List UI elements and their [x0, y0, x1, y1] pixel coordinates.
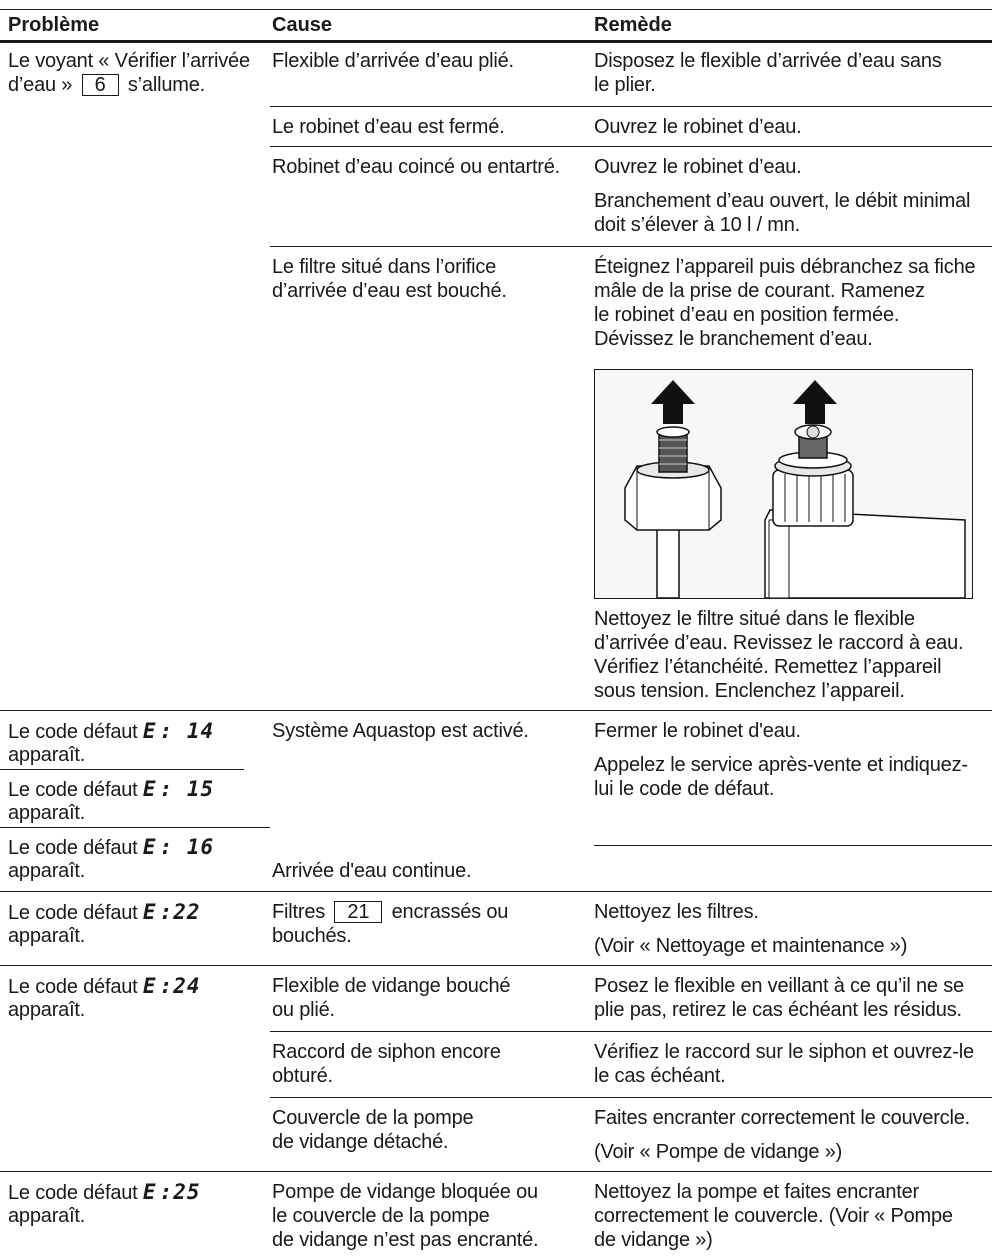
e15-problem-line2: apparaît. [8, 802, 86, 824]
row1-remedy-4b-line4: sous tension. Enclenchez l’appareil. [594, 680, 905, 702]
e22-cause-line2: bouchés. [272, 925, 352, 947]
e16-bottom-rule [0, 891, 992, 892]
row1-sub-rule-1 [270, 106, 992, 107]
row1-cause-3: Robinet d’eau coincé ou entartré. [272, 156, 561, 178]
header-rule [0, 40, 992, 43]
e24-cause-1-line2: ou plié. [272, 999, 335, 1021]
indicator-number-box: 6 [82, 74, 119, 96]
row1-sub-rule-2 [270, 146, 992, 147]
e15-problem-line1 [8, 777, 214, 802]
e14-remedy-2-line1: Appelez le service après-vente et indiquez- [594, 754, 968, 776]
header-cause: Cause [272, 14, 333, 36]
e14-problem-line1 [8, 719, 214, 744]
row1-problem-line1: Le voyant « Vérifier l’arrivée [8, 50, 250, 72]
e24-problem-pre: Le code défaut [8, 976, 138, 998]
error-code-e24 [143, 974, 201, 998]
e25-cause-line3: de vidange n’est pas encranté. [272, 1229, 539, 1251]
error-code-e14 [143, 719, 214, 743]
error-code-e16 [143, 835, 214, 859]
e24-remedy-3b: (Voir « Pompe de vidange ») [594, 1141, 843, 1163]
e24-cause-3-line2: de vidange détaché. [272, 1131, 449, 1153]
e25-code-number: :25 [159, 1180, 201, 1204]
e24-remedy-2-line1: Vérifiez le raccord sur le siphon et ouvrez-le [594, 1041, 974, 1063]
e24-sub-rule-1 [270, 1031, 992, 1032]
error-code-e22 [143, 900, 201, 924]
e22-problem-pre: Le code défaut [8, 902, 138, 924]
row1-remedy-4b-line1: Nettoyez le filtre situé dans le flexible [594, 608, 915, 630]
row1-remedy-4-line2: mâle de la prise de courant. Ramenez [594, 280, 925, 302]
e24-bottom-rule [0, 1171, 992, 1172]
e24-cause-2-line1: Raccord de siphon encore [272, 1041, 501, 1063]
e14-bottom-rule [0, 769, 244, 770]
e16-problem-line2: apparaît. [8, 860, 86, 882]
e24-remedy-2-line2: le cas échéant. [594, 1065, 726, 1087]
e24-cause-3-line1: Couvercle de la pompe [272, 1107, 474, 1129]
filter-illustration-svg [595, 370, 972, 598]
table-top-rule [0, 9, 992, 10]
row1-cause-1: Flexible d’arrivée d’eau plié. [272, 50, 514, 72]
e14-problem-pre: Le code défaut [8, 721, 138, 743]
e14-code-number: : 14 [159, 719, 215, 743]
row1-remedy-4-line3: le robinet d’eau en position fermée. [594, 304, 900, 326]
e14-code-letter: E [142, 719, 157, 743]
row1-remedy-4b-line3: Vérifiez l’étanchéité. Remettez l’appareil [594, 656, 942, 678]
row1-remedy-1-line1: Disposez le flexible d’arrivée d’eau sans [594, 50, 942, 72]
row1-bottom-rule [0, 710, 992, 711]
e16-problem-line1 [8, 835, 214, 860]
e25-cause-line2: le couvercle de la pompe [272, 1205, 490, 1227]
e25-problem-line2: apparaît. [8, 1205, 86, 1227]
row1-remedy-1-line2: le plier. [594, 74, 656, 96]
row1-remedy-3a: Ouvrez le robinet d’eau. [594, 156, 802, 178]
filter-removal-illustration [594, 369, 973, 599]
e15-bottom-rule [0, 827, 270, 828]
e25-remedy-line1: Nettoyez la pompe et faites encranter [594, 1181, 920, 1203]
e24-cause-2-line2: obturé. [272, 1065, 333, 1087]
e16-problem-pre: Le code défaut [8, 837, 138, 859]
e15-code-letter: E [142, 777, 157, 801]
e16-code-number: : 16 [159, 835, 215, 859]
e14-remedy-2-line2: lui le code de défaut. [594, 778, 775, 800]
e25-remedy-line2: correctement le couvercle. (Voir « Pompe [594, 1205, 953, 1227]
e25-remedy-line3: de vidange ») [594, 1229, 713, 1251]
header-remedy: Remède [594, 14, 672, 36]
e15-remedy-bottom-rule [594, 845, 992, 846]
row1-remedy-3b-line2: doit s’élever à 10 l / mn. [594, 214, 801, 236]
e24-problem-line2: apparaît. [8, 999, 86, 1021]
e15-problem-pre: Le code défaut [8, 779, 138, 801]
e15-code-number: : 15 [159, 777, 215, 801]
e14-problem-line2: apparaît. [8, 744, 86, 766]
row1-problem-pre: d’eau » [8, 74, 73, 96]
row1-cause-4-line1: Le filtre situé dans l’orifice [272, 256, 497, 278]
e24-remedy-1-line2: plie pas, retirez le cas échéant les résidus. [594, 999, 962, 1021]
e22-bottom-rule [0, 965, 992, 966]
up-arrow-right-icon [793, 380, 837, 424]
e22-remedy-2: (Voir « Nettoyage et maintenance ») [594, 935, 908, 957]
e22-remedy-1: Nettoyez les filtres. [594, 901, 759, 923]
e22-code-letter: E [142, 900, 157, 924]
e22-code-number: :22 [159, 900, 201, 924]
e24-code-letter: E [142, 974, 157, 998]
e25-problem-pre: Le code défaut [8, 1182, 138, 1204]
e16-cause: Arrivée d'eau continue. [272, 860, 472, 882]
e14-remedy-1: Fermer le robinet d'eau. [594, 720, 801, 742]
e22-cause-post: encrassés ou [391, 901, 509, 923]
e24-remedy-1-line1: Posez le flexible en veillant à ce qu’il ne se [594, 975, 964, 997]
up-arrow-left-icon [651, 380, 695, 424]
e25-problem-line1 [8, 1180, 201, 1205]
e25-cause-line1: Pompe de vidange bloquée ou [272, 1181, 538, 1203]
row1-cause-2: Le robinet d’eau est fermé. [272, 116, 505, 138]
row1-remedy-4-line1: Éteignez l’appareil puis débranchez sa fiche [594, 256, 976, 278]
e22-problem-line2: apparaît. [8, 925, 86, 947]
row1-sub-rule-3 [270, 246, 992, 247]
e25-code-letter: E [142, 1180, 157, 1204]
row1-remedy-3b-line1: Branchement d’eau ouvert, le débit minimal [594, 190, 971, 212]
row1-remedy-4b-line2: d’arrivée d’eau. Revissez le raccord à eau. [594, 632, 964, 654]
e24-cause-1-line1: Flexible de vidange bouché [272, 975, 511, 997]
row1-problem-post: s’allume. [127, 74, 205, 96]
e22-cause-pre: Filtres [272, 901, 326, 923]
e24-sub-rule-2 [270, 1097, 992, 1098]
header-problem: Problème [8, 14, 100, 36]
row1-remedy-4-line4: Dévissez le branchement d’eau. [594, 328, 873, 350]
row1-remedy-2: Ouvrez le robinet d’eau. [594, 116, 802, 138]
e24-remedy-3a: Faites encranter correctement le couvercle. [594, 1107, 971, 1129]
e14-cause: Système Aquastop est activé. [272, 720, 529, 742]
e24-problem-line1 [8, 974, 201, 999]
e22-cause-line1 [272, 900, 508, 924]
row1-problem-line2 [8, 73, 205, 97]
e24-code-number: :24 [159, 974, 201, 998]
filter-number-box: 21 [334, 901, 382, 923]
e22-problem-line1 [8, 900, 201, 925]
error-code-e25 [143, 1180, 201, 1204]
e16-code-letter: E [142, 835, 157, 859]
row1-cause-4-line2: d’arrivée d’eau est bouché. [272, 280, 507, 302]
error-code-e15 [143, 777, 214, 801]
